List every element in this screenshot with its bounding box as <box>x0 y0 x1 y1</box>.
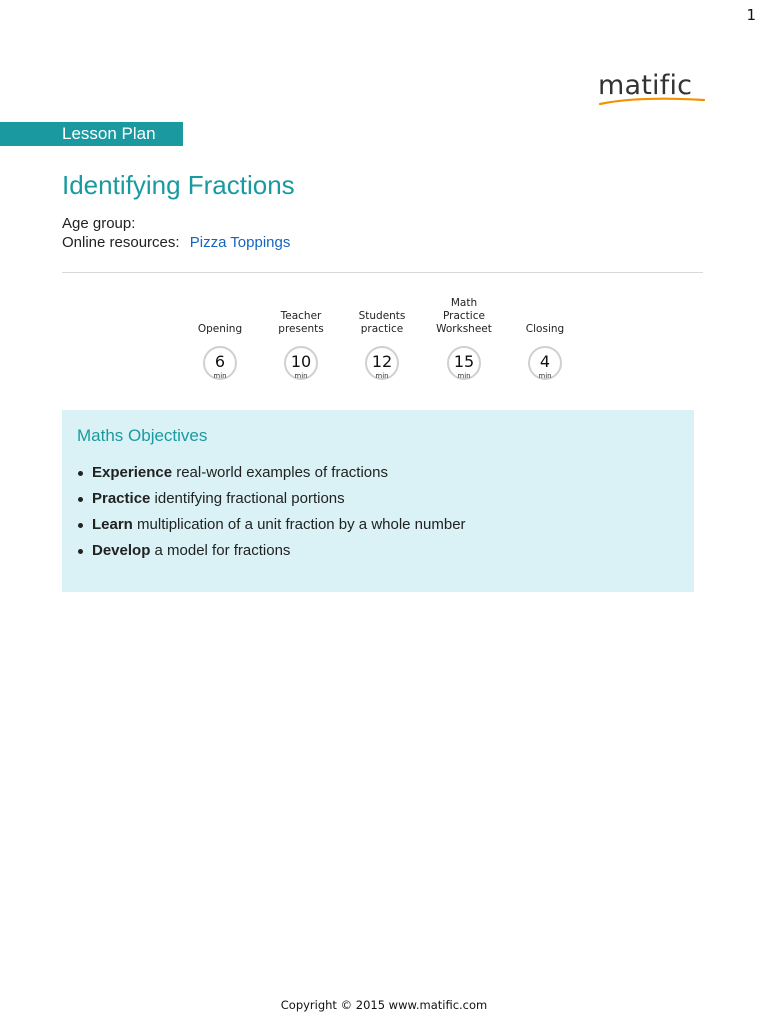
online-resources-label: Online resources: <box>62 234 180 251</box>
step-minutes: 6 <box>214 352 226 371</box>
maths-objectives-panel <box>62 410 694 592</box>
lesson-plan-banner: Lesson Plan <box>0 122 183 146</box>
pizza-toppings-link[interactable]: Pizza Toppings <box>189 234 291 251</box>
duration-circle <box>284 346 318 380</box>
step-label: Math Practice Worksheet <box>436 297 492 335</box>
duration-circle <box>365 346 399 380</box>
list-item: Learn multiplication of a unit fraction by a whole number <box>77 512 679 538</box>
logo-text: matific <box>598 70 693 101</box>
divider <box>62 272 703 273</box>
objectives-title: Maths Objectives <box>77 426 208 445</box>
step-unit: min <box>457 372 471 380</box>
list-item: Experience real-world examples of fractions <box>77 460 679 486</box>
step-unit: min <box>375 372 389 380</box>
lesson-timeline <box>180 294 586 394</box>
step-minutes: 10 <box>290 352 312 371</box>
age-group-row <box>62 215 135 232</box>
online-resources-row <box>62 234 290 251</box>
step-label: Students practice <box>358 310 406 335</box>
timeline-step-closing <box>505 294 585 380</box>
age-group-label: Age group: <box>62 215 136 232</box>
timeline-step-students-practice <box>342 294 422 380</box>
duration-circle <box>528 346 562 380</box>
step-label: Opening <box>197 323 243 335</box>
page-number: 1 <box>746 6 756 24</box>
step-minutes: 15 <box>453 352 475 371</box>
step-unit: min <box>538 372 552 380</box>
duration-circle <box>447 346 481 380</box>
list-item: Develop a model for fractions <box>77 538 679 564</box>
matific-logo <box>598 70 708 112</box>
timeline-step-worksheet <box>424 294 504 380</box>
step-minutes: 4 <box>539 352 551 371</box>
timeline-step-teacher-presents <box>261 294 341 380</box>
objectives-list <box>77 460 679 564</box>
step-unit: min <box>213 372 227 380</box>
step-label: Closing <box>525 323 565 335</box>
step-minutes: 12 <box>371 352 393 371</box>
timeline-step-opening <box>180 294 260 380</box>
logo-swoosh-icon <box>598 94 706 108</box>
list-item: Practice identifying fractional portions <box>77 486 679 512</box>
duration-circle <box>203 346 237 380</box>
copyright-footer: Copyright © 2015 www.matific.com <box>280 998 488 1012</box>
lesson-title: Identifying Fractions <box>62 170 295 200</box>
step-unit: min <box>294 372 308 380</box>
step-label: Teacher presents <box>278 310 324 335</box>
